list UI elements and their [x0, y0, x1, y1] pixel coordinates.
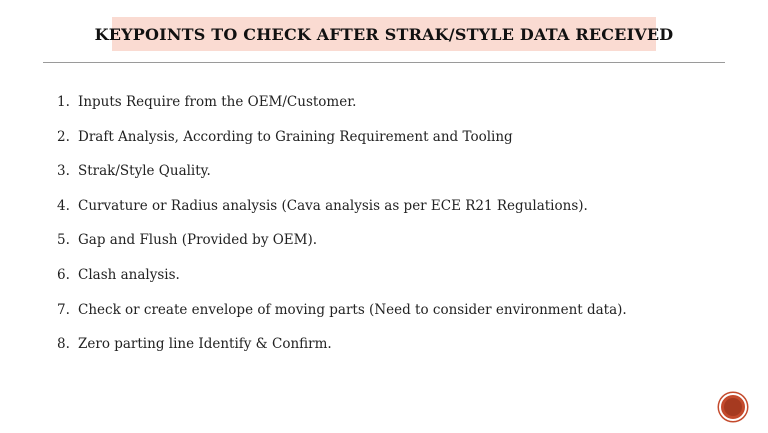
title-band	[94, 17, 674, 51]
list-item-text: Gap and Flush (Provided by OEM).	[78, 232, 318, 249]
list-item-text: Curvature or Radius analysis (Cava analysis as per ECE R21 Regulations).	[78, 197, 588, 214]
list-item	[57, 198, 627, 215]
list-item-number: 3.	[57, 163, 70, 180]
slide-title: KEYPOINTS TO CHECK AFTER STRAK/STYLE DATA RECEIVED	[94, 24, 674, 44]
list-item-number: 8.	[57, 336, 70, 353]
list-item-number: 4.	[57, 197, 70, 214]
list-item-text: Inputs Require from the OEM/Customer.	[78, 94, 357, 110]
list-item	[57, 129, 627, 146]
list-item	[57, 336, 627, 353]
list-item-number: 5.	[57, 232, 70, 249]
list-item-text: Strak/Style Quality.	[78, 163, 211, 180]
list-item-text: Draft Analysis, According to Graining Requirement and Tooling	[78, 128, 513, 145]
circle-button-icon[interactable]	[719, 393, 747, 421]
list-item-number: 6.	[57, 266, 70, 283]
circle-button-inner	[724, 398, 742, 416]
list-item-text: Check or create envelope of moving parts (Need to consider environment data).	[78, 301, 627, 318]
list-item-number: 1.	[57, 94, 70, 110]
list-item-text: Zero parting line Identify & Confirm.	[78, 336, 332, 353]
list-item	[57, 267, 627, 284]
list-item	[57, 232, 627, 249]
keypoint-list	[57, 94, 627, 371]
list-item	[57, 302, 627, 319]
list-item-text: Clash analysis.	[78, 266, 180, 283]
title-divider	[43, 62, 725, 63]
list-item	[57, 94, 627, 111]
list-item-number: 2.	[57, 128, 70, 145]
list-item-number: 7.	[57, 301, 70, 318]
list-item	[57, 163, 627, 180]
